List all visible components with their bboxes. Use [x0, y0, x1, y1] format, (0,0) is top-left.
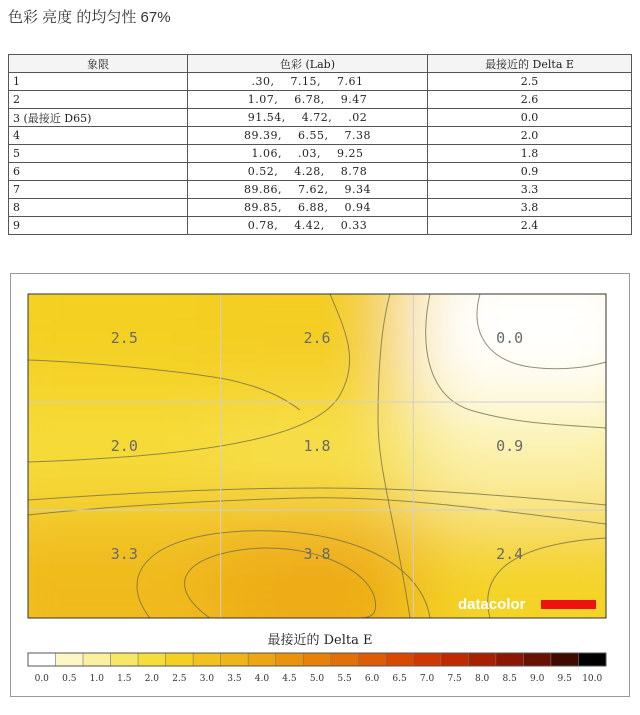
colorbar-swatch — [56, 653, 84, 666]
cell-value-label: 1.8 — [303, 437, 331, 455]
cell-delta-e: 0.0 — [428, 109, 632, 127]
cell-quadrant: 8 — [9, 199, 188, 217]
colorbar-tick-label: 8.5 — [502, 674, 517, 684]
heatmap-cell — [0, 402, 221, 510]
colorbar-tick-label: 10.0 — [582, 674, 603, 684]
page-title: 色彩 亮度 的均匀性 67% — [8, 9, 171, 26]
cell-quadrant: 4 — [9, 127, 188, 145]
cell-lab: .30, 7.15, 7.61 — [188, 73, 428, 91]
cell-delta-e: 3.3 — [428, 181, 632, 199]
cell-value-label: 2.4 — [496, 545, 524, 563]
colorbar-swatch — [111, 653, 139, 666]
colorbar-swatch — [441, 653, 469, 666]
cell-delta-e: 2.6 — [428, 91, 632, 109]
colorbar-tick-label: 6.5 — [392, 674, 407, 684]
colorbar-tick-label: 3.5 — [227, 674, 242, 684]
datacolor-logo-text: datacolor — [458, 596, 526, 613]
cell-quadrant: 5 — [9, 145, 188, 163]
colorbar-tick-label: 1.5 — [117, 674, 132, 684]
colorbar-tick-label: 4.0 — [254, 674, 270, 684]
heatmap-cells — [0, 234, 640, 678]
colorbar-tick-label: 0.0 — [34, 674, 49, 684]
colorbar-swatch — [578, 653, 606, 666]
cell-lab: 89.85, 6.88, 0.94 — [188, 199, 428, 217]
cell-lab: 89.39, 6.55, 7.38 — [188, 127, 428, 145]
colorbar-swatch — [166, 653, 194, 666]
colorbar-label: 最接近的 Delta E — [267, 633, 373, 648]
cell-quadrant: 9 — [9, 217, 188, 235]
colorbar-tick-label: 2.5 — [172, 674, 187, 684]
cell-delta-e: 2.5 — [428, 73, 632, 91]
cell-quadrant: 2 — [9, 91, 188, 109]
colorbar-swatch — [276, 653, 304, 666]
header-lab: 色彩 (Lab) — [188, 55, 428, 73]
cell-quadrant: 7 — [9, 181, 188, 199]
cell-delta-e: 2.4 — [428, 217, 632, 235]
cell-delta-e: 3.8 — [428, 199, 632, 217]
cell-delta-e: 1.8 — [428, 145, 632, 163]
cell-quadrant: 6 — [9, 163, 188, 181]
cell-value-label: 2.6 — [303, 329, 331, 347]
colorbar-tick-label: 2.0 — [144, 674, 160, 684]
cell-lab: 91.54, 4.72, .02 — [188, 109, 428, 127]
cell-lab: 1.07, 6.78, 9.47 — [188, 91, 428, 109]
cell-delta-e: 2.0 — [428, 127, 632, 145]
colorbar-swatch — [413, 653, 441, 666]
colorbar-tick-label: 8.0 — [474, 674, 490, 684]
colorbar-swatch — [138, 653, 166, 666]
colorbar-tick-label: 3.0 — [199, 674, 215, 684]
colorbar-tick-label: 7.5 — [447, 674, 462, 684]
colorbar-tick-label: 5.5 — [337, 674, 352, 684]
colorbar-swatch — [551, 653, 579, 666]
colorbar-swatch — [523, 653, 551, 666]
colorbar-swatch — [221, 653, 249, 666]
colorbar-tick-label: 4.5 — [282, 674, 297, 684]
colorbar-swatch — [496, 653, 524, 666]
colorbar-tick-label: 7.0 — [419, 674, 435, 684]
cell-value-label: 2.0 — [110, 437, 138, 455]
colorbar-swatch — [83, 653, 111, 666]
cell-value-label: 0.0 — [496, 329, 524, 347]
cell-value-label: 3.3 — [110, 545, 138, 563]
cell-quadrant: 3 (最接近 D65) — [9, 109, 188, 127]
header-quadrant: 象限 — [9, 55, 188, 73]
colorbar-tick-label: 1.0 — [89, 674, 104, 684]
colorbar-swatch — [303, 653, 331, 666]
colorbar-tick-label: 5.0 — [309, 674, 325, 684]
cell-delta-e: 0.9 — [428, 163, 632, 181]
cell-lab: 1.06, .03, 9.25 — [188, 145, 428, 163]
cell-lab: 0.78, 4.42, 0.33 — [188, 217, 428, 235]
colorbar-swatch — [28, 653, 56, 666]
cell-value-label: 3.8 — [303, 545, 331, 563]
colorbar-swatch — [386, 653, 414, 666]
colorbar-swatch — [331, 653, 359, 666]
heatmap-cell — [0, 234, 221, 402]
datacolor-logo-bar — [541, 600, 596, 609]
colorbar-swatch — [358, 653, 386, 666]
colorbar-swatch — [468, 653, 496, 666]
heatmap-cell — [221, 402, 414, 510]
cell-lab: 0.52, 4.28, 8.78 — [188, 163, 428, 181]
colorbar-swatch — [193, 653, 221, 666]
cell-value-label: 2.5 — [110, 329, 138, 347]
cell-quadrant: 1 — [9, 73, 188, 91]
header-delta-e: 最接近的 Delta E — [428, 55, 632, 73]
colorbar-tick-label: 6.0 — [364, 674, 380, 684]
colorbar-tick-label: 0.5 — [62, 674, 77, 684]
colorbar-tick-label: 9.5 — [557, 674, 572, 684]
heatmap-field — [0, 234, 640, 678]
colorbar-tick-label: 9.0 — [530, 674, 545, 684]
cell-value-label: 0.9 — [496, 437, 524, 455]
cell-lab: 89.86, 7.62, 9.34 — [188, 181, 428, 199]
colorbar-swatch — [248, 653, 276, 666]
